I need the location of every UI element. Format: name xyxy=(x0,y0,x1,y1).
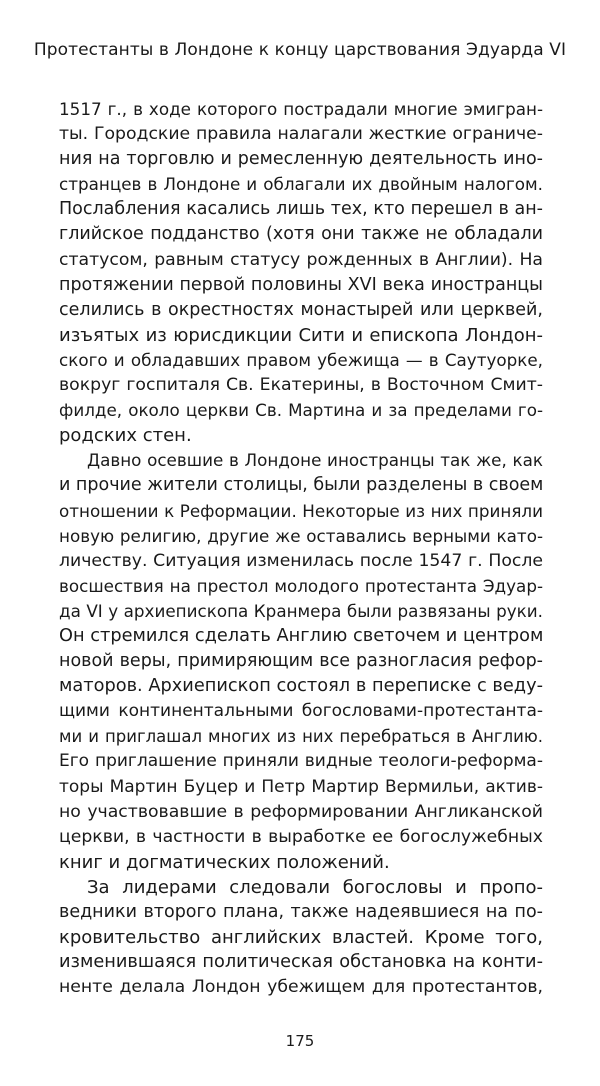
text-line: изменившаяся политическая обстановка на конти- xyxy=(59,952,543,973)
text-line: ты. Городские правила налагали жесткие ограниче- xyxy=(59,124,543,145)
text-line: ми и приглашал многих из них перебраться в Англию. xyxy=(59,727,543,747)
text-line: ведники второго плана, также надеявшиеся на по- xyxy=(59,902,543,922)
text-line: да VI у архиепископа Кранмера были развязаны руки. xyxy=(59,600,543,621)
text-line: глийское подданство (хотя они также не обладали xyxy=(59,224,543,245)
text-line: странцев в Лондоне и облагали их двойным налогом. xyxy=(59,174,543,195)
running-header: Протестанты в Лондоне к концу царствования Эдуарда VI xyxy=(33,40,567,60)
text-line: Его приглашение приняли видные теологи-реформа- xyxy=(59,751,543,772)
text-line: личеству. Ситуация изменилась после 1547 г. После xyxy=(59,550,543,571)
text-line: филде, около церкви Св. Мартина и за пределами го- xyxy=(59,400,543,421)
text-line: ненте делала Лондон убежищем для протестантов, xyxy=(59,977,543,998)
text-line: вокруг госпиталя Св. Екатерины, в Восточном Смит- xyxy=(59,375,543,396)
text-line: статусом, равным статусу рожденных в Англии). На xyxy=(59,249,543,270)
text-line: селились в окрестностях монастырей или церквей, xyxy=(59,299,543,320)
text-line: Давно осевшие в Лондоне иностранцы так же, как xyxy=(87,450,543,471)
text-line: церкви, в частности в выработке ее богослужебных xyxy=(59,826,543,847)
text-line: кровительство английских властей. Кроме того, xyxy=(59,927,543,949)
text-line: новой веры, примиряющим все разногласия рефор- xyxy=(59,651,543,672)
text-line: протяжении первой половины XVI века иностранцы xyxy=(59,274,543,295)
text-line: ния на торговлю и ремесленную деятельность ино- xyxy=(59,149,543,170)
text-line: маторов. Архиепископ состоял в переписке с веду- xyxy=(59,676,543,697)
text-line: торы Мартин Буцер и Петр Мартир Вермильи, актив- xyxy=(59,776,543,797)
text-line: новую религию, другие же оставались верными като- xyxy=(59,525,543,546)
paragraph-1 xyxy=(59,97,543,448)
text-line: щими континентальными богословами-протестанта- xyxy=(59,701,543,722)
text-line: ского и обладавших правом убежища — в Саутуорке, xyxy=(59,349,543,370)
text-line: 1517 г., в ходе которого пострадали многие эмигран- xyxy=(59,99,543,119)
text-line: восшествия на престол молодого протестанта Эдуар- xyxy=(59,575,543,596)
text-line: отношении к Реформации. Некоторые из них приняли xyxy=(59,500,543,521)
body-text xyxy=(59,97,543,1000)
paragraph-2 xyxy=(59,448,543,875)
text-line: родских стен. xyxy=(59,425,192,447)
text-line: книг и догматических положений. xyxy=(59,851,390,873)
text-line: изъятых из юрисдикции Сити и епископа Лондон- xyxy=(59,324,543,346)
text-line: За лидерами следовали богословы и пропо- xyxy=(87,876,543,898)
page-number: 175 xyxy=(285,1032,315,1050)
text-line: и прочие жители столицы, были разделены в своем xyxy=(59,475,544,496)
paragraph-3 xyxy=(59,875,543,1000)
text-line: Послабления касались лишь тех, кто перешел в ан- xyxy=(59,199,543,220)
text-line: Он стремился сделать Англию светочем и центром xyxy=(59,625,544,646)
text-line: но участвовавшие в реформировании Англиканской xyxy=(59,801,543,822)
